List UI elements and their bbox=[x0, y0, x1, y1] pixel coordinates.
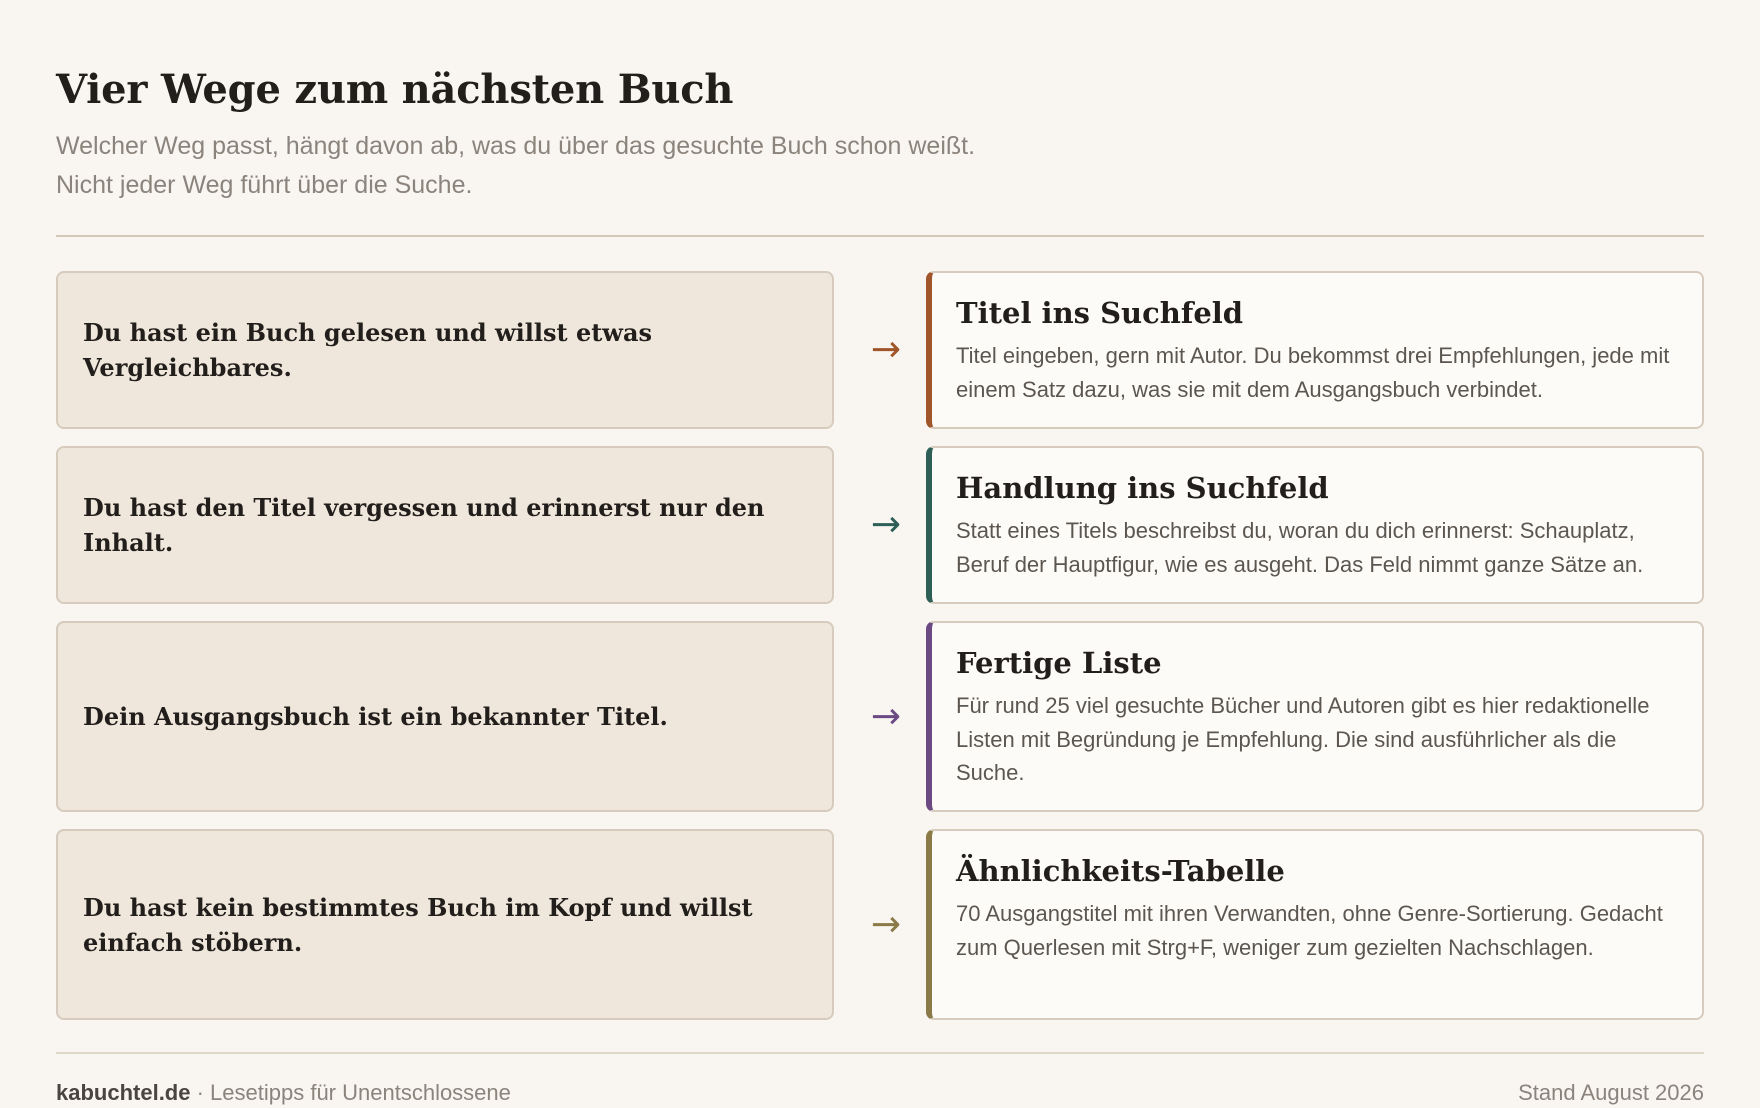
option-description: Titel eingeben, gern mit Autor. Du bekommst drei Empfehlungen, jede mit einem Satz dazu, was sie mit dem Ausgangsbuch verbindet. bbox=[956, 343, 1670, 402]
status-date: Stand August 2026 bbox=[1518, 1080, 1704, 1105]
situation-text: Du hast ein Buch gelesen und willst etwas Vergleichbares. bbox=[83, 318, 653, 382]
option-card bbox=[926, 446, 1704, 604]
site-name: kabuchtel.de bbox=[56, 1080, 191, 1105]
decision-row-4 bbox=[56, 829, 1704, 1020]
arrow-right-icon: → bbox=[870, 903, 902, 945]
arrow-right-icon: → bbox=[870, 504, 902, 545]
situation-card bbox=[56, 829, 834, 1020]
page-subtitle: Welcher Weg passt, hängt davon ab, was du über das gesuchte Buch schon weißt. Nicht jeder Weg führt über die Suche. bbox=[56, 132, 976, 199]
footer-tagline: Lesetipps für Unentschlossene bbox=[210, 1080, 511, 1105]
arrow-right-icon: → bbox=[870, 329, 902, 370]
decision-row-2 bbox=[56, 446, 1704, 604]
footer-divider bbox=[56, 1052, 1704, 1054]
situation-text: Dein Ausgangsbuch ist ein bekannter Titel. bbox=[83, 702, 668, 731]
option-description: 70 Ausgangstitel mit ihren Verwandten, ohne Genre-Sortierung. Gedacht zum Querlesen mit Strg+F, weniger zum gezielten Nachschlagen. bbox=[956, 901, 1663, 960]
situation-card bbox=[56, 621, 834, 812]
option-card bbox=[926, 829, 1704, 1020]
page-title: Vier Wege zum nächsten Buch bbox=[56, 66, 734, 113]
option-description: Für rund 25 viel gesuchte Bücher und Autoren gibt es hier redaktionelle Listen mit Begründung je Empfehlung. Die sind ausführlicher als die Suche. bbox=[956, 693, 1650, 785]
header-divider bbox=[56, 235, 1704, 237]
option-card bbox=[926, 271, 1704, 429]
option-title: Ähnlichkeits-Tabelle bbox=[956, 854, 1285, 888]
decision-row-3 bbox=[56, 621, 1704, 812]
option-title: Fertige Liste bbox=[956, 646, 1162, 680]
footer-credit bbox=[56, 1078, 511, 1108]
option-description: Statt eines Titels beschreibst du, woran du dich erinnerst: Schauplatz, Beruf der Hauptfigur, wie es ausgeht. Das Feld nimmt ganze Sätze an. bbox=[956, 518, 1644, 577]
arrow-right-icon: → bbox=[870, 695, 902, 737]
situation-text: Du hast kein bestimmtes Buch im Kopf und willst einfach stöbern. bbox=[83, 892, 753, 957]
situation-card bbox=[56, 446, 834, 604]
option-title: Titel ins Suchfeld bbox=[956, 296, 1244, 330]
footer-separator: · bbox=[190, 1080, 211, 1105]
decision-row-1 bbox=[56, 271, 1704, 429]
option-title: Handlung ins Suchfeld bbox=[956, 471, 1329, 505]
situation-text: Du hast den Titel vergessen und erinnerst nur den Inhalt. bbox=[83, 493, 765, 557]
situation-card bbox=[56, 271, 834, 429]
option-card bbox=[926, 621, 1704, 812]
